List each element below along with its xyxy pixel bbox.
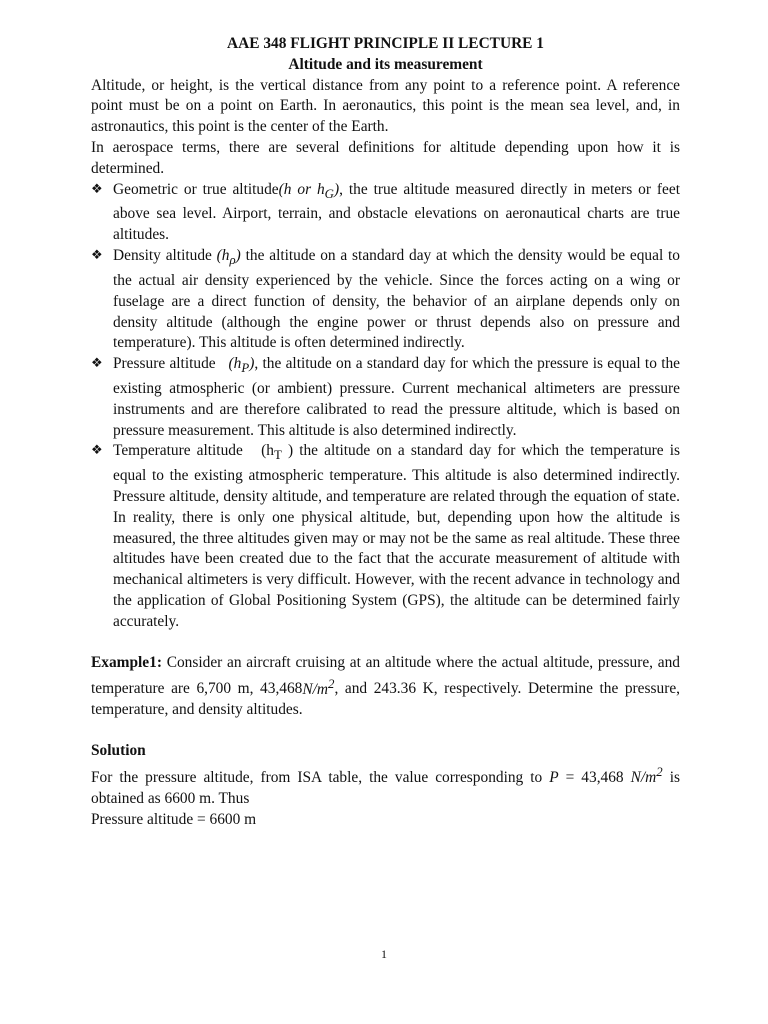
- definition-text: the altitude on a standard day at which the density would be equal to the actual air density experienced by the vehicle. Since the forces acting on a wing or fuselage are a direct function of density, the behavior of an airplane depends only on density altitude (although the engine power or thrust depends also on pressure and temperature). This altitude is often determined indirectly.: [113, 247, 680, 352]
- symbol: $(h_P)$: [228, 355, 255, 376]
- diamond-bullet-icon: ❖: [91, 181, 103, 197]
- page-number: 1: [381, 947, 387, 961]
- list-item-density-altitude: [91, 246, 680, 354]
- term: Density altitude: [113, 247, 217, 265]
- example-paragraph: Example1: Consider an aircraft cruising at an altitude where the actual altitude, pressure, and temperature are 6,700 m, $43,468N/m^2$, and 243.36 K, respectively. Determine the pressure, temperature, and density altitudes.: [91, 653, 680, 719]
- solution-result: Pressure altitude = 6600 m: [91, 810, 257, 828]
- definition-text: the altitude on a standard day for which the temperature is equal to the existing atmospheric temperature. This altitude is also determined indirectly. Pressure altitude, density altitude, and temperature are related through the equation of state. In reality, there is only one physical altitude, but, depending upon how the altitude is measured, the three altitudes given may or may not be the same as real altitude. These three altitudes have been created due to the fact that the accurate measurement of altitude with mechanical altimeters is very difficult. However, with the recent advance in technology and the application of Global Positioning System (GPS), the altitude can be determined fairly accurately.: [113, 442, 680, 630]
- diamond-bullet-icon: ❖: [91, 356, 103, 372]
- pressure-variable: P: [549, 769, 559, 787]
- diamond-bullet-icon: ❖: [91, 248, 103, 264]
- term: Geometric or true altitude: [113, 180, 279, 198]
- diamond-bullet-icon: ❖: [91, 443, 103, 459]
- spacer: [91, 721, 680, 741]
- symbol: (h or $h_G$): [278, 180, 340, 201]
- section-heading: Altitude and its measurement: [288, 55, 483, 73]
- solution-paragraph: For the pressure altitude, from ISA table, the value corresponding to P = 43,468 $N/m^2$ is obtained as 6600 m. Thus: [91, 764, 680, 807]
- list-item-geometric-altitude: [91, 180, 680, 246]
- term: Pressure altitude: [113, 355, 229, 373]
- definition-text: , the altitude on a standard day for which the pressure is equal to the existing atmospheric (or ambient) pressure. Current mechanical altimeters are pressure instruments and are therefore calibrated to read the pressure altitude, which is based on pressure measurement. This altitude is also determined indirectly.: [113, 355, 680, 439]
- term: Temperature altitude: [113, 442, 262, 460]
- unit: $N/m^2$: [630, 764, 663, 787]
- lecture-title: AAE 348 FLIGHT PRINCIPLE II LECTURE 1: [227, 35, 544, 52]
- definitions-paragraph: In aerospace terms, there are several definitions for altitude depending upon how it is determined.: [91, 138, 680, 177]
- definition-text: , the true altitude measured directly in meters or feet above sea level. Airport, terrain, and obstacle elevations on aeronautical charts are true altitudes.: [113, 180, 680, 244]
- unit: $N/m^2$: [302, 676, 335, 698]
- intro-paragraph: Altitude, or height, is the vertical distance from any point to a reference point. A reference point must be on a point on Earth. In aeronautics, this point is the mean sea level, and, in astronautics, this point is the center of the Earth.: [91, 76, 680, 136]
- symbol: ($h_T$ ): [261, 442, 294, 463]
- altitude-definitions-list: [91, 180, 680, 633]
- spacer: [91, 633, 680, 653]
- list-item-temperature-altitude: [91, 441, 680, 632]
- solution-heading: Solution: [91, 742, 146, 760]
- list-item-pressure-altitude: [91, 354, 680, 441]
- example-label: Example1:: [91, 653, 162, 671]
- symbol: $(h_\rho)$: [216, 247, 241, 268]
